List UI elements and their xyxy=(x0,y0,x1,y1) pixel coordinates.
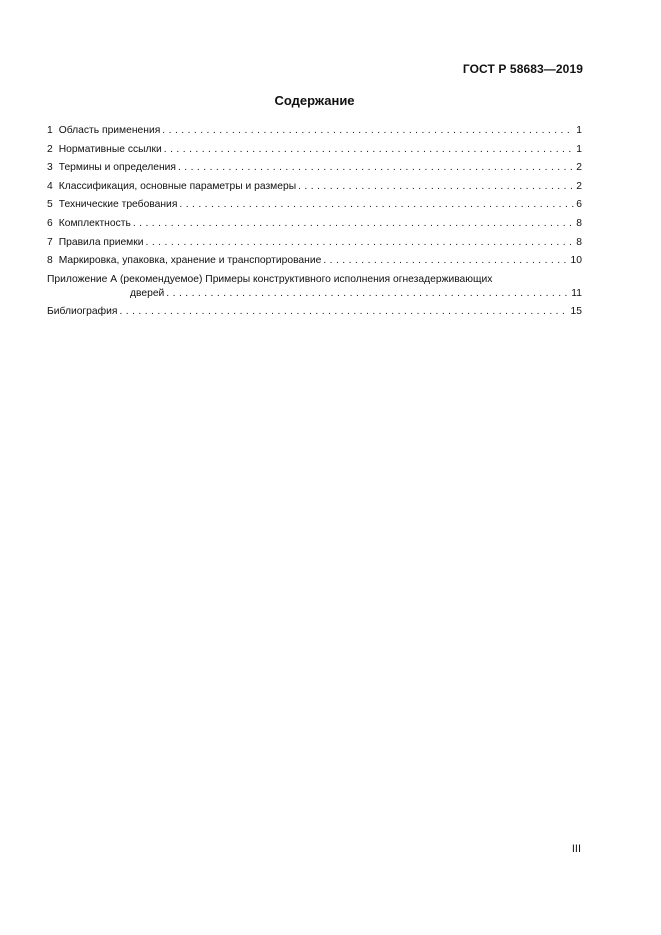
toc-entry-number: 2 xyxy=(47,143,53,155)
toc-entry-6[interactable] xyxy=(47,217,582,231)
toc-entry-number: 8 xyxy=(47,255,53,267)
toc-entry-4[interactable] xyxy=(47,180,582,194)
toc-entry-5[interactable] xyxy=(47,198,582,212)
toc-entry-3[interactable] xyxy=(47,161,582,175)
toc-entry-page: 6 xyxy=(576,199,582,211)
toc-entry-label: Комплектность xyxy=(58,217,131,229)
toc-entry-label: Область применения xyxy=(58,125,161,136)
toc-entry-number: 1 xyxy=(47,125,53,136)
toc-entry-label: Маркировка, упаковка, хранение и транспортирование xyxy=(58,255,322,267)
toc-entry-label: Классификация, основные параметры и размеры xyxy=(58,180,297,192)
toc-entry-label: Библиография xyxy=(47,306,118,318)
dot-leader xyxy=(179,198,574,212)
toc-entry-8[interactable] xyxy=(47,254,582,268)
toc-entry-page: 1 xyxy=(576,143,582,155)
dot-leader xyxy=(298,180,574,194)
toc-entry-label: Технические требования xyxy=(58,199,178,211)
toc-entry-page: 11 xyxy=(571,287,582,299)
dot-leader xyxy=(178,161,574,175)
toc-entry-label: Нормативные ссылки xyxy=(58,143,162,155)
dot-leader xyxy=(162,124,574,138)
toc-title: Содержание xyxy=(274,93,355,108)
toc-entry-label: Термины и определения xyxy=(58,162,176,174)
dot-leader xyxy=(119,305,568,319)
toc-entry-number: 3 xyxy=(47,162,53,174)
toc-entry-label: Правила приемки xyxy=(58,236,144,248)
toc-entry-page: 1 xyxy=(576,125,582,136)
toc-entry-label: Приложение А (рекомендуемое) Примеры конструктивного исполнения огнезадерживающих xyxy=(47,273,493,285)
toc-entry-7[interactable] xyxy=(47,236,582,250)
toc-entry-page: 2 xyxy=(576,162,582,174)
toc-entry-2[interactable] xyxy=(47,143,582,157)
toc-entry-number: 6 xyxy=(47,217,53,229)
toc-entry-1[interactable] xyxy=(47,124,582,138)
table-of-contents xyxy=(47,124,582,324)
dot-leader xyxy=(146,236,575,250)
toc-entry-page: 8 xyxy=(576,236,582,248)
dot-leader xyxy=(133,217,574,231)
dot-leader xyxy=(323,254,568,268)
toc-entry-number: 7 xyxy=(47,236,53,248)
toc-entry-page: 2 xyxy=(576,180,582,192)
toc-entry-number: 5 xyxy=(47,199,53,211)
page-number: III xyxy=(571,843,581,855)
toc-entry-page: 10 xyxy=(570,255,582,267)
toc-entry-bibliography[interactable] xyxy=(47,305,582,319)
toc-entry-number: 4 xyxy=(47,180,53,192)
toc-entry-page: 8 xyxy=(576,217,582,229)
toc-entry-page: 15 xyxy=(570,306,582,318)
dot-leader xyxy=(166,287,569,301)
toc-entry-appendix-a[interactable] xyxy=(47,273,582,301)
toc-entry-continuation xyxy=(47,287,582,301)
toc-entry-label-continued: дверей xyxy=(130,287,165,299)
document-code: ГОСТ Р 58683—2019 xyxy=(462,62,583,76)
dot-leader xyxy=(164,143,574,157)
